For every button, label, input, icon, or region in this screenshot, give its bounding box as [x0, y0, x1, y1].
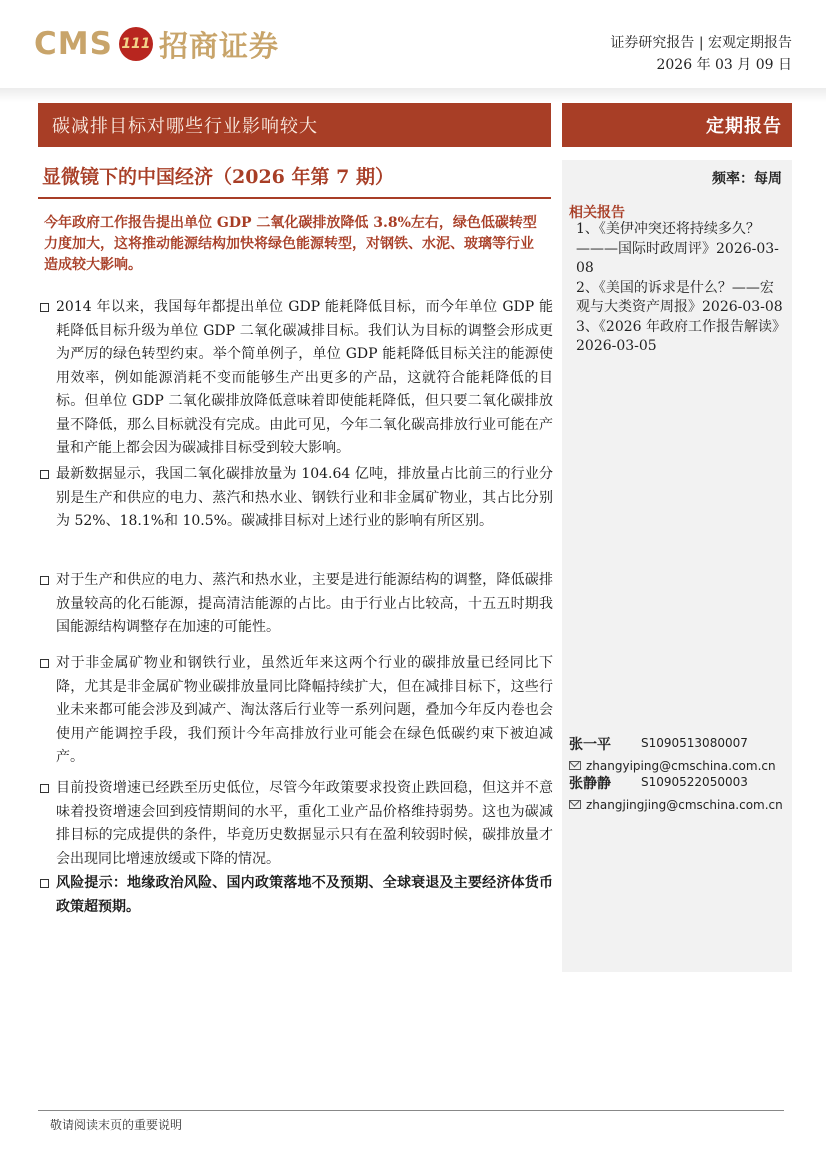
bullet-paragraph	[44, 463, 553, 534]
bullet-paragraph	[44, 652, 553, 770]
title-rule	[38, 197, 551, 199]
related-reports-list	[576, 220, 786, 357]
related-report-item[interactable]: 2、《美国的诉求是什么？——宏观与大类资产周报》2026-03-08	[576, 279, 783, 315]
report-type: 证券研究报告 | 宏观定期报告	[610, 35, 792, 51]
analyst-email-row	[569, 794, 783, 813]
summary-paragraph: 今年政府工作报告提出单位 GDP 二氧化碳排放降低 3.8%左右，绿色低碳转型力度加大，这将推动能源结构加快将绿色能源转型，对钢铁、水泥、玻璃等行业造成较大影响。	[44, 215, 537, 273]
mail-icon	[569, 761, 581, 770]
bullet-box-icon	[40, 303, 49, 312]
category-banner	[562, 103, 792, 147]
category-text: 定期报告	[706, 116, 782, 137]
bullet-box-icon	[40, 470, 49, 479]
topic-text: 碳减排目标对哪些行业影响较大	[52, 116, 318, 137]
footer-rule	[38, 1110, 784, 1111]
bullet-paragraph	[44, 777, 553, 871]
logo-chinese-text: 招商证券	[158, 28, 279, 63]
header-divider	[0, 88, 826, 102]
bullet-box-icon	[40, 784, 49, 793]
related-report-item[interactable]: 3、《2026 年政府工作报告解读》2026-03-05	[576, 318, 786, 354]
bullet-text: 对于非金属矿物业和钢铁行业，虽然近年来这两个行业的碳排放量已经同比下降，尤其是非金属矿物业碳排放量同比降幅持续扩大，但在减排目标下，这些行业未来都可能会涉及到减产、淘汰落后行业等一系列问题，叠加今年反内卷也会使用产能调控手段，我们预计今年高排放行业可能会在绿色低碳约束下被迫减产。	[56, 655, 553, 765]
frequency-label: 频率：每周	[712, 171, 782, 187]
bullet-text: 最新数据显示，我国二氧化碳排放量为 104.64 亿吨，排放量占比前三的行业分别是生产和供应的电力、蒸汽和热水业、钢铁行业和非金属矿物业，其占比分别为 52%、18.1%和 10.5%。碳减排目标对上述行业的影响有所区别。	[56, 466, 553, 529]
analyst-cert-id: S1090513080007	[641, 736, 748, 750]
logo-latin-text: CMS	[34, 26, 113, 62]
bullet-text: 对于生产和供应的电力、蒸汽和热水业，主要是进行能源结构的调整，降低碳排放量较高的化石能源，提高清洁能源的占比。由于行业占比较高，十五五时期我国能源结构调整存在加速的可能性。	[56, 572, 553, 635]
bullet-text: 目前投资增速已经跌至历史低位，尽管今年政策要求投资止跌回稳，但这并不意味着投资增速会回到疫情期间的水平，重化工业产品价格维持弱势。这也为碳减排目标的完成提供的条件，毕竟历史数据显示只有在盈利较弱时候，碳排放量才会出现同比增速放缓或下降的情况。	[56, 780, 553, 867]
topic-banner	[38, 103, 551, 147]
analyst-name: 张一平	[569, 737, 611, 753]
company-logo	[34, 22, 279, 66]
footer-note: 敬请阅读末页的重要说明	[50, 1118, 183, 1132]
bullet-text: 2014 年以来，我国每年都提出单位 GDP 能耗降低目标，而今年单位 GDP 能耗降低目标升级为单位 GDP 二氧化碳减排目标。我们认为目标的调整会形成更为严厉的绿色转型约束。举个简单例子，单位 GDP 能耗降低目标关注的能源使用效率，例如能源消耗不变而能够生产出更多的产品，这就符合能耗降低的目标。但单位 GDP 二氧化碳排放降低意味着即使能耗降低，但只要二氧化碳排放量不降低，那么目标就没有完成。由此可见，今年二氧化碳高排放行业可能在产量和产能上都会因为碳减排目标受到较大影响。	[56, 299, 553, 456]
analyst-email[interactable]: zhangjingjing@cmschina.com.cn	[586, 798, 783, 812]
main-title: 显微镜下的中国经济（2026 年第 7 期）	[42, 166, 394, 188]
risk-text: 风险提示：地缘政治风险、国内政策落地不及预期、全球衰退及主要经济体货币政策超预期。	[56, 875, 553, 915]
report-date: 2026 年 03 月 09 日	[656, 57, 792, 73]
analyst-email[interactable]: zhangyiping@cmschina.com.cn	[586, 759, 776, 773]
logo-badge-icon: 111	[119, 27, 153, 61]
analyst-email-row	[569, 755, 776, 774]
analyst-cert-id: S1090522050003	[641, 775, 748, 789]
analyst-name: 张静静	[569, 776, 611, 792]
analyst-block	[569, 734, 748, 754]
related-reports-title: 相关报告	[569, 205, 625, 221]
bullet-paragraph	[44, 296, 553, 461]
analyst-block	[569, 773, 748, 793]
related-report-item[interactable]: 1、《美伊冲突还将持续多久？———国际时政周评》2026-03-08	[576, 221, 779, 276]
bullet-box-icon	[40, 576, 49, 585]
bullet-box-icon	[40, 659, 49, 668]
risk-warning	[44, 872, 553, 919]
bullet-paragraph	[44, 569, 553, 640]
bullet-box-icon	[40, 879, 49, 888]
mail-icon	[569, 800, 581, 809]
